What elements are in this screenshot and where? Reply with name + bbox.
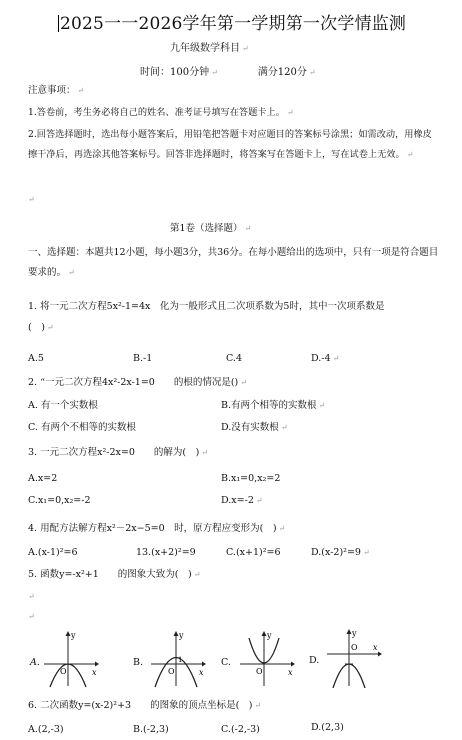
q6-option-d: D.(2,3) xyxy=(311,722,344,733)
q4-option-c: C.(x+1)²=6 xyxy=(226,547,281,558)
q2-option-b-text: B.有两个相等的实数根 xyxy=(221,400,317,411)
x-axis-arrow-icon xyxy=(291,662,295,667)
question-6-stem xyxy=(28,699,261,712)
paragraph-mark-icon: ↵ xyxy=(68,268,75,277)
paragraph-mark-icon: ↵ xyxy=(278,524,286,533)
graph-b xyxy=(147,630,207,688)
paragraph-mark-icon: ↵ xyxy=(332,354,340,363)
x-axis-arrow-icon xyxy=(202,662,206,667)
question-4-stem xyxy=(28,522,285,535)
score-text: 满分120分 xyxy=(257,67,307,78)
notes-heading-text: 注意事项： xyxy=(28,85,76,96)
paragraph-mark-icon: ↵ xyxy=(28,592,35,601)
question-2-stem xyxy=(28,376,247,389)
q3-option-d xyxy=(221,494,263,507)
q3-option-d-text: D.x=-2 xyxy=(221,495,254,506)
q4-option-b: 13.(x+2)²=9 xyxy=(136,547,196,558)
question-1-blank xyxy=(28,321,54,334)
question-3-stem xyxy=(28,446,208,459)
note-item-1-text: 1.答卷前，考生务必将自己的姓名、准考证号填写在答题卡上。 xyxy=(28,107,285,118)
paragraph-mark-icon: ↵ xyxy=(244,224,252,233)
q4-option-d-text: D.(x-2)²=9 xyxy=(311,547,361,558)
paragraph-mark-icon: ↵ xyxy=(254,701,262,710)
q2-option-a: A. 有一个实数根 xyxy=(28,400,98,411)
question-5-text: 5. 函数y=-x²+1 的图象大致为( ) xyxy=(28,569,192,580)
paragraph-mark-icon: ↵ xyxy=(255,496,263,505)
x-label: x xyxy=(92,668,97,677)
y-axis-arrow-icon xyxy=(66,631,71,636)
paragraph-mark-icon: ↵ xyxy=(308,68,316,77)
note-item-1 xyxy=(28,106,294,119)
exam-title xyxy=(58,9,406,34)
q2-option-d-text: D.没有实数根 xyxy=(221,422,279,433)
q5-option-a-label: A. xyxy=(30,657,40,668)
y-axis-arrow-icon xyxy=(262,631,267,636)
graph-c xyxy=(236,630,296,688)
x-axis-arrow-icon xyxy=(378,652,382,657)
q3-option-c: C.x₁=0,x₂=-2 xyxy=(28,495,91,506)
time-text: 时间：100分钟 xyxy=(140,67,210,78)
paragraph-mark-icon: ↵ xyxy=(46,323,54,332)
y-label: y xyxy=(267,631,272,640)
q1-option-b: B.-1 xyxy=(133,353,153,364)
question-2-text: 2. “一元二次方程4x²-2x-1=0 的根的情况是() xyxy=(28,377,239,388)
q2-option-b xyxy=(221,399,325,412)
x-label: x xyxy=(199,668,204,677)
x-label: x xyxy=(373,643,378,652)
q6-option-a: A.(2,-3) xyxy=(28,724,64,735)
paragraph-mark-icon: ↵ xyxy=(280,423,288,432)
q5-option-c-label: C. xyxy=(221,657,231,668)
q3-option-b: B.x₁=0,x₂=2 xyxy=(221,473,281,484)
q4-option-d xyxy=(311,546,370,559)
paragraph-mark-icon: ↵ xyxy=(242,44,249,53)
q1-option-a: A.5 xyxy=(28,353,44,364)
note-item-2 xyxy=(28,125,440,165)
q5-option-b-label: B. xyxy=(133,657,144,668)
paragraph-mark-icon: ↵ xyxy=(406,150,414,159)
q1-option-d xyxy=(311,352,339,365)
q2-option-d xyxy=(221,421,288,434)
y-axis-arrow-icon xyxy=(174,631,179,636)
y-label: y xyxy=(71,631,76,640)
paragraph-mark-icon: ↵ xyxy=(211,68,218,77)
text-cursor xyxy=(58,15,59,32)
subject-text: 九年级数学科目 xyxy=(170,43,240,54)
section-intro-text: 一、选择题：本题共12小题，每小题3分，共36分。在每小题给出的选项中，只有一项是符合题目要求的。 xyxy=(28,247,439,278)
q3-option-a: A.x=2 xyxy=(28,473,58,484)
origin-label: O xyxy=(351,643,358,652)
origin-label: O xyxy=(60,667,67,676)
origin-label: O xyxy=(256,667,263,676)
q5-option-d-label: D. xyxy=(309,655,320,666)
x-axis-arrow-icon xyxy=(95,662,99,667)
q1-option-d-text: D.-4 xyxy=(311,353,331,364)
y-label: y xyxy=(179,631,184,640)
exam-info-line xyxy=(140,63,316,78)
note-item-2-text: 2.回答选择题时，选出每小题答案后，用铅笔把答题卡对应题目的答案标号涂黑；如需改动，用橡皮擦干净后，再选涂其他答案标号。回答非选择题时，将答案写在答题卡上，写在试卷上无效。 xyxy=(28,129,432,160)
question-5-stem xyxy=(28,568,200,581)
paragraph-mark-icon: ↵ xyxy=(240,378,247,387)
answer-blank: ( ) xyxy=(28,322,45,333)
paragraph-mark-icon: ↵ xyxy=(193,570,201,579)
notes-heading xyxy=(28,84,84,97)
question-1-stem xyxy=(28,300,384,313)
q6-option-c: C.(-2,-3) xyxy=(221,724,260,735)
paragraph-mark-icon: ↵ xyxy=(77,86,85,95)
q4-option-a: A.(x-1)²=6 xyxy=(28,547,78,558)
paragraph-mark-icon: ↵ xyxy=(201,448,208,457)
x-label: x xyxy=(288,668,293,677)
paragraph-mark-icon: ↵ xyxy=(286,108,294,117)
y-axis-arrow-icon xyxy=(347,629,352,634)
question-4-text: 4. 用配方法解方程x²－2x−5=0 时，原方程应变形为( ) xyxy=(28,523,277,534)
section-intro xyxy=(28,243,440,283)
volume-title xyxy=(170,222,251,235)
volume-title-text: 第1卷（选择题） xyxy=(170,223,243,234)
exam-title-text: 2025一一2026学年第一学期第一次学情监测 xyxy=(60,14,407,34)
q2-option-c: C. 有两个不相等的实数根 xyxy=(28,422,136,433)
paragraph-mark-icon: ↵ xyxy=(318,401,326,410)
y-label: y xyxy=(352,629,357,638)
paragraph-mark-icon: ↵ xyxy=(28,195,35,204)
graph-a xyxy=(40,630,100,688)
paragraph-mark-icon: ↵ xyxy=(362,548,370,557)
one-label: 1 xyxy=(178,656,183,664)
question-3-text: 3. 一元二次方程x²-2x=0 的解为( ) xyxy=(28,447,200,458)
question-6-text: 6. 二次函数y=(x-2)²+3 的图象的顶点坐标是( ) xyxy=(28,700,253,711)
graph-d xyxy=(323,628,383,688)
subject-line xyxy=(170,39,249,54)
origin-label: O xyxy=(168,667,175,676)
question-1-text: 1. 将一元二次方程5x²-1=4x 化为一般形式且二次项系数为5时，其中一次项系数是 xyxy=(28,301,385,312)
q6-option-b: B.(-2,3) xyxy=(133,724,169,735)
paragraph-mark-icon: ↵ xyxy=(28,612,35,621)
q1-option-c: C.4 xyxy=(226,353,242,364)
